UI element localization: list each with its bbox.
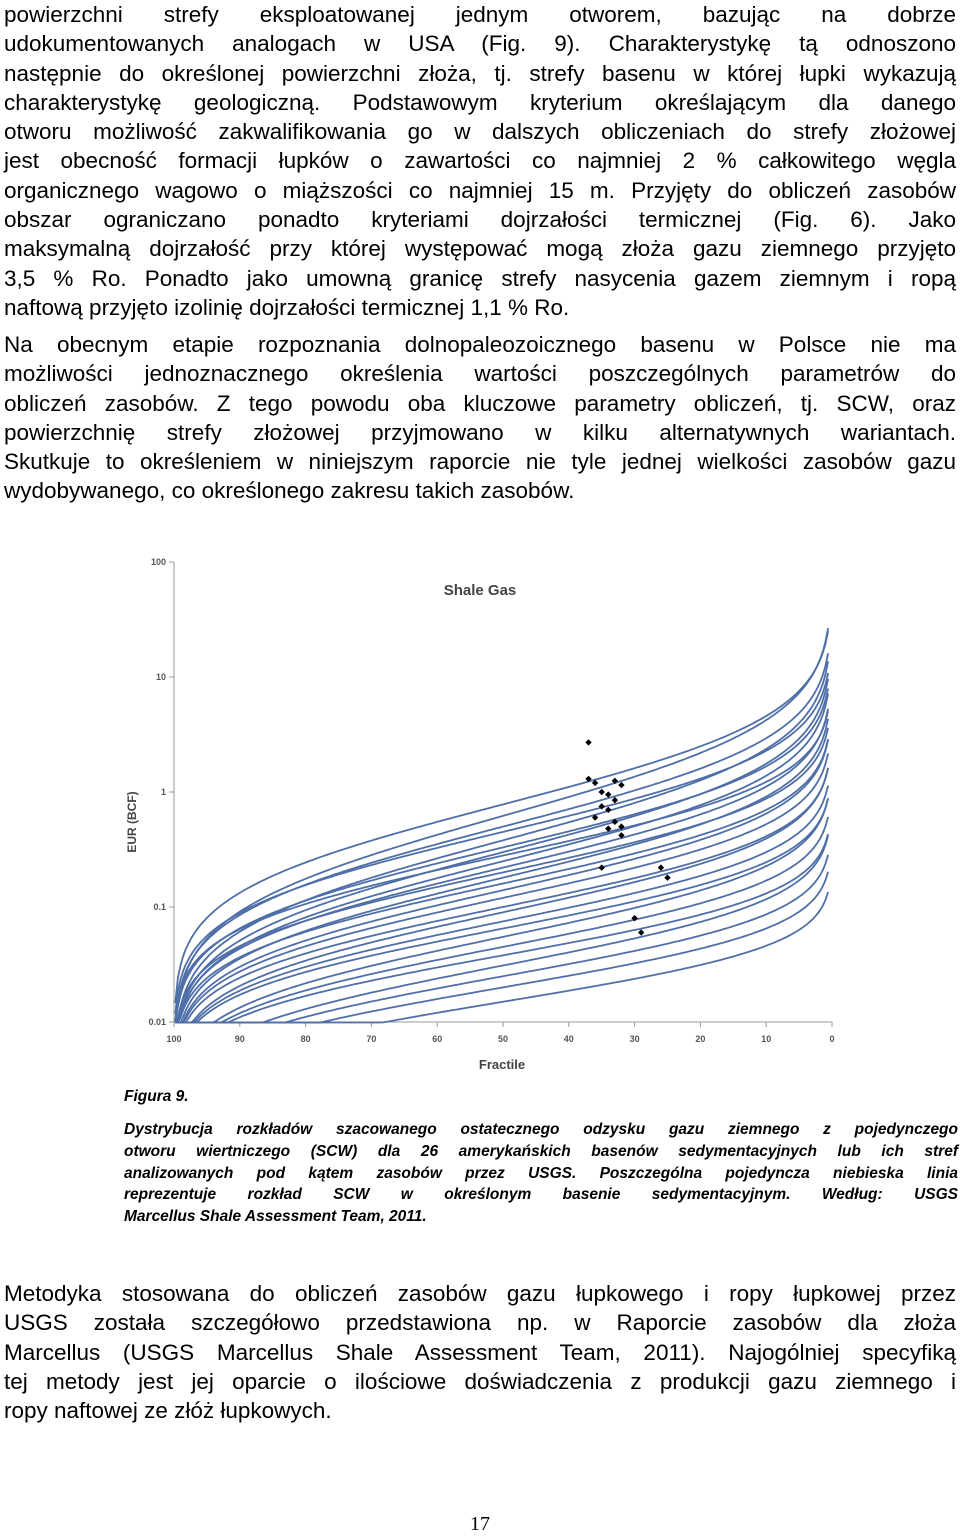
text-line: następnie do określonej powierzchni złoża, tj. strefy basenu w której łupki wykazują xyxy=(4,60,956,86)
text-line: Marcellus (USGS Marcellus Shale Assessment Team, 2011). Najogólniej specyfiką xyxy=(4,1339,956,1365)
y-tick-label: 10 xyxy=(155,672,166,682)
x-tick-label: 0 xyxy=(829,1034,835,1044)
text-line: naftową przyjęto izolinię dojrzałości termicznej 1,1 % Ro. xyxy=(4,294,570,320)
series-line-3 xyxy=(175,653,828,1022)
y-axis-label: EUR (BCF) xyxy=(125,791,139,853)
text-line: charakterystykę geologiczną. Podstawowym kryterium określającym dla danego xyxy=(4,89,956,115)
x-tick-label: 80 xyxy=(300,1034,311,1044)
figure-caption xyxy=(124,1119,958,1228)
data-marker-6 xyxy=(599,789,605,795)
text-line: otworu możliwość zakwalifikowania go w dalszych obliczeniach do strefy złożowej xyxy=(4,119,956,145)
text-line: Metodyka stosowana do obliczeń zasobów gazu łupkowego i ropy łupkowej przez xyxy=(4,1281,956,1306)
figure-label: Figura 9. xyxy=(124,1088,189,1105)
chart-title: Shale Gas xyxy=(443,582,517,599)
x-tick-label: 40 xyxy=(563,1034,574,1044)
text-line: USGS została szczegółowo przedstawiona np. w Raporcie zasobów dla złoża xyxy=(4,1310,956,1336)
x-axis xyxy=(166,1022,834,1044)
x-tick-label: 60 xyxy=(432,1034,443,1044)
data-marker-5 xyxy=(618,782,624,788)
paragraph-2 xyxy=(4,330,956,506)
text-line: tej metody jest jej oparcie o ilościowe doświadczenia z produkcji gazu ziemnego i xyxy=(4,1368,956,1394)
x-tick-label: 50 xyxy=(497,1034,509,1044)
caption-line: otworu wiertniczego (SCW) dla 26 amerykańskich basenów sedymentacyjnych lub ich stref xyxy=(124,1142,958,1160)
caption-line: Dystrybucja rozkładów szacowanego ostatecznego odzysku gazu ziemnego z pojedynczego xyxy=(124,1121,958,1138)
series-line-5 xyxy=(175,661,828,1022)
text-line: ropy naftowej ze złóż łupkowych. xyxy=(4,1398,332,1424)
text-line: wydobywanego, co określonego zakresu takich zasobów. xyxy=(4,478,575,504)
text-line: udokumentowanych analogach w USA (Fig. 9). Charakterystykę tą odnoszono xyxy=(4,31,956,57)
text-line: organicznego wagowo o miąższości co najmniej 15 m. Przyjęty do obliczeń zasobów xyxy=(4,177,956,203)
shale-gas-chart xyxy=(112,550,852,1080)
data-marker-1 xyxy=(585,739,591,745)
text-line: obszar ograniczano ponadto kryteriami dojrzałości termicznej (Fig. 6). Jako xyxy=(4,207,956,233)
text-line: powierzchni strefy eksploatowanej jednym otworem, bazując na dobrze xyxy=(4,2,956,27)
text-line: maksymalną dojrzałość przy której występować mogą złoża gazu ziemnego przyjęto xyxy=(4,236,956,262)
data-marker-17 xyxy=(658,864,664,870)
y-tick-label: 0.01 xyxy=(148,1017,166,1027)
data-marker-16 xyxy=(599,864,605,870)
data-marker-20 xyxy=(638,929,644,935)
data-marker-18 xyxy=(664,874,670,880)
x-tick-label: 100 xyxy=(166,1034,182,1044)
x-axis-label: Fractile xyxy=(478,1057,526,1072)
paragraph-1 xyxy=(4,0,956,322)
caption-line: analizowanych pod kątem zasobów przez USGS. Poszczególna pojedyncza niebieska linia xyxy=(124,1164,958,1182)
y-tick-label: 100 xyxy=(150,557,166,567)
series-line-16 xyxy=(175,768,828,1022)
text-line: powierzchnię strefy złożowej przyjmowano w kilku alternatywnych wariantach. xyxy=(4,419,956,445)
chart-canvas xyxy=(112,550,852,1080)
caption-line: reprezentuje rozkład SCW w określonym basenie sedymentacyjnym. Według: USGS xyxy=(124,1186,958,1204)
text-line: Skutkuje to określeniem w niniejszym raporcie nie tyle jednej wielkości zasobów gazu xyxy=(4,449,956,475)
page-number: 17 xyxy=(470,1513,490,1535)
y-tick-label: 1 xyxy=(160,787,166,797)
text-line: Na obecnym etapie rozpoznania dolnopaleozoicznego basenu w Polsce nie ma xyxy=(4,332,956,357)
x-tick-label: 70 xyxy=(366,1034,377,1044)
paragraph-3 xyxy=(4,1279,956,1425)
x-tick-label: 10 xyxy=(761,1034,772,1044)
y-tick-label: 0.1 xyxy=(153,902,166,912)
data-marker-8 xyxy=(612,797,618,803)
text-line: jest obecność formacji łupków o zawartości co najmniej 2 % całkowitego węgla xyxy=(4,148,956,174)
text-line: 3,5 % Ro. Ponadto jako umowną granicę strefy nasycenia gazem ziemnym i ropą xyxy=(4,265,956,291)
caption-line: Marcellus Shale Assessment Team, 2011. xyxy=(124,1208,427,1226)
text-line: obliczeń zasobów. Z tego powodu oba kluczowe parametry obliczeń, tj. SCW, oraz xyxy=(4,390,956,416)
x-tick-label: 90 xyxy=(234,1034,245,1044)
x-tick-label: 20 xyxy=(695,1034,706,1044)
text-line: możliwości jednoznacznego określenia wartości poszczególnych parametrów do xyxy=(4,361,956,387)
series-line-9 xyxy=(175,694,828,1023)
x-tick-label: 30 xyxy=(629,1034,640,1044)
series-lines xyxy=(175,628,828,1022)
y-axis xyxy=(148,557,174,1027)
series-line-4 xyxy=(175,673,828,1014)
